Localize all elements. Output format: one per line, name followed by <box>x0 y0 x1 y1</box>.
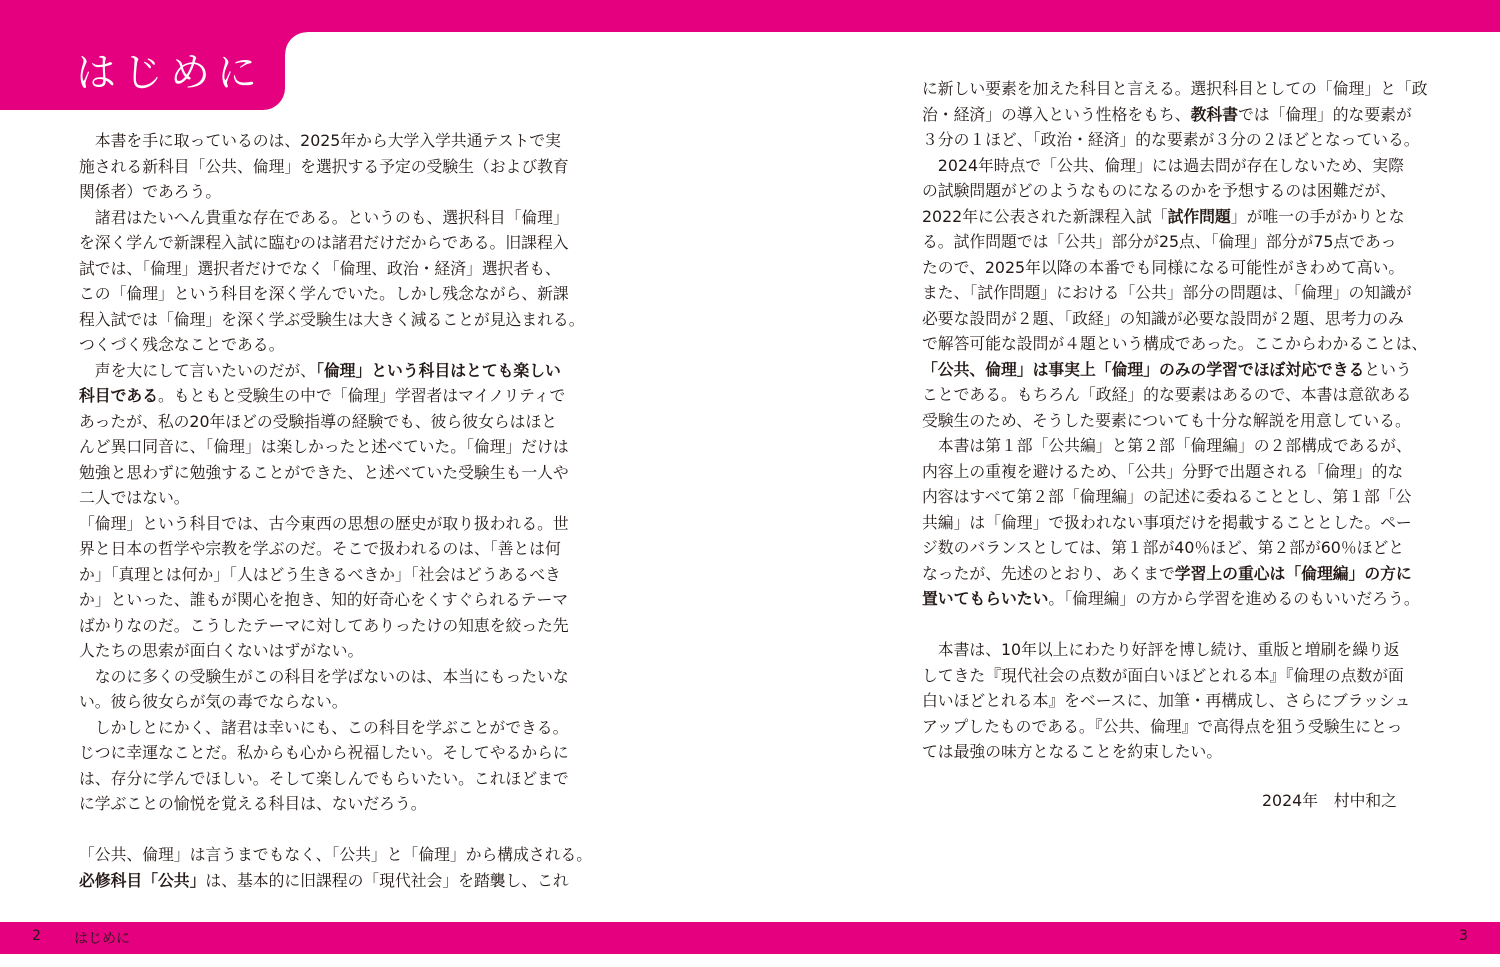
body-text: 程入試では「倫理」を深く学ぶ受験生は大きく減ることが見込まれる。 <box>79 309 585 329</box>
text-line <box>922 127 1434 153</box>
body-text: してきた『現代社会の点数が面白いほどとれる本』『倫理の点数が面 <box>922 665 1404 685</box>
body-text: は、存分に学んでほしい。そして楽しんでもらいたい。これほどまで <box>79 768 569 788</box>
text-line <box>79 383 591 409</box>
body-text: 」が唯一の手がかりとな <box>1230 206 1405 226</box>
text-line <box>79 791 591 817</box>
body-text: この「倫理」という科目を深く学んでいた。しかし残念ながら、新課 <box>79 284 569 303</box>
body-text: んど異口同音に、「倫理」は楽しかったと述べていた。「倫理」だけは <box>79 437 569 456</box>
body-text: 声を大にして言いたいのだが、 <box>79 360 316 380</box>
body-text: か」「真理とは何か」「人はどう生きるべきか」「社会はどうあるべき <box>79 564 561 584</box>
text-line <box>79 434 591 460</box>
text-line <box>79 817 591 843</box>
text-line <box>79 740 591 766</box>
text-line <box>922 255 1434 281</box>
right-column-text <box>922 76 1434 765</box>
footer-bar <box>0 922 1500 954</box>
emphasis-text: 必修科目「公共」 <box>79 870 206 890</box>
body-text: という <box>1364 359 1412 379</box>
text-line <box>79 179 591 205</box>
footer-section-title: はじめに <box>74 931 130 947</box>
body-text: で解答可能な設問が４題という構成であった。ここからわかることは、 <box>922 334 1428 353</box>
body-text: 勉強と思わずに勉強することができた、と述べていた受験生も一人や <box>79 462 569 482</box>
emphasis-text: 教科書 <box>1190 104 1238 124</box>
text-line <box>79 689 591 715</box>
body-text: アップしたものである。『公共、倫理』で高得点を狙う受験生にとっ <box>922 716 1403 736</box>
text-line <box>922 178 1434 204</box>
text-line <box>79 664 591 690</box>
text-line <box>79 511 591 537</box>
body-text: では「倫理」的な要素が <box>1237 104 1412 124</box>
body-text: ジ数のバランスとしては、第１部が40％ほど、第２部が60％ほどと <box>922 538 1405 557</box>
body-text: い。彼ら彼女らが気の毒でならない。 <box>79 692 348 711</box>
body-text: たので、2025年以降の本番でも同様になる可能性がきわめて高い。 <box>922 257 1405 277</box>
text-line <box>922 204 1434 230</box>
text-line <box>922 586 1434 612</box>
emphasis-text: 「公共、倫理」は事実上「倫理」のみの学習でほぼ対応できる <box>922 359 1365 379</box>
body-text: ては最強の味方となることを約束したい。 <box>922 742 1223 761</box>
text-line <box>922 663 1434 689</box>
body-text: 。「倫理編」の方から学習を進めるのもいいだろう。 <box>1048 589 1420 608</box>
emphasis-text: 科目である <box>79 386 158 405</box>
body-text: 。もともと受験生の中で「倫理」学習者はマイノリティで <box>158 386 566 405</box>
text-line <box>922 637 1434 663</box>
body-text: しかしとにかく、諸君は幸いにも、この科目を学ぶことができる。 <box>79 717 569 737</box>
text-line <box>922 612 1434 638</box>
text-line <box>922 102 1434 128</box>
text-line <box>79 536 591 562</box>
page-number-right: 3 <box>1459 928 1468 944</box>
text-line <box>79 307 591 333</box>
text-line <box>922 484 1434 510</box>
body-text: 内容はすべて第２部「倫理編」の記述に委ねることとし、第１部「公 <box>922 487 1412 506</box>
body-text: る。試作問題では「公共」部分が25点、「倫理」部分が75点であっ <box>922 232 1397 251</box>
body-text: じつに幸運なことだ。私からも心から祝福したい。そしてやるからに <box>79 743 569 762</box>
body-text: ばかりなのだ。こうしたテーマに対してありったけの知恵を絞った先 <box>79 615 569 635</box>
text-line <box>79 128 591 154</box>
body-text: ことである。もちろん「政経」的な要素はあるので、本書は意欲ある <box>922 385 1412 404</box>
title-tab <box>0 0 285 110</box>
text-line <box>79 205 591 231</box>
body-text: 施される新科目「公共、倫理」を選択する予定の受験生（および教育 <box>79 156 569 176</box>
text-line <box>922 76 1434 102</box>
text-line <box>922 153 1434 179</box>
text-line <box>922 535 1434 561</box>
body-text: つくづく残念なことである。 <box>79 335 285 354</box>
text-line <box>922 561 1434 587</box>
text-line <box>79 460 591 486</box>
text-line <box>79 562 591 588</box>
body-text: 人たちの思索が面白くないはずがない。 <box>79 641 364 660</box>
body-text: 2024年時点で「公共、倫理」には過去問が存在しないため、実際 <box>922 155 1404 175</box>
text-line <box>922 408 1434 434</box>
body-text: 試では、「倫理」選択者だけでなく「倫理、政治・経済」選択者も、 <box>79 258 561 278</box>
body-text: 治・経済」の導入という性格をもち、 <box>922 104 1191 124</box>
text-line <box>922 382 1434 408</box>
body-text: 共編」は「倫理」で扱われない事項だけを掲載することとした。ペー <box>922 512 1412 532</box>
body-text: あったが、私の20年ほどの受験指導の経験でも、彼ら彼女らはほと <box>79 411 558 431</box>
text-line <box>79 256 591 282</box>
body-text: 本書を手に取っているのは、2025年から大学入学共通テストで実 <box>79 131 561 150</box>
text-line <box>922 306 1434 332</box>
body-text: 白いほどとれる本』をベースに、加筆・再構成し、さらにブラッシュ <box>922 691 1411 710</box>
body-text: 受験生のため、そうした要素についても十分な解説を用意している。 <box>922 410 1411 430</box>
body-text: 「公共、倫理」は言うまでもなく、「公共」と「倫理」から構成される。 <box>79 845 593 864</box>
body-text: 「倫理」という科目では、古今東西の思想の歴史が取り扱われる。世 <box>79 513 569 533</box>
body-text: 界と日本の哲学や宗教を学ぶのだ。そこで扱われるのは、「善とは何 <box>79 539 561 558</box>
text-line <box>79 154 591 180</box>
text-line <box>922 688 1434 714</box>
body-text: なったが、先述のとおり、あくまで <box>922 563 1175 583</box>
emphasis-text: 学習上の重心は「倫理編」の方に <box>1174 563 1412 583</box>
body-text: また、「試作問題」における「公共」部分の問題は、「倫理」の知識が <box>922 283 1412 302</box>
text-line <box>922 739 1434 765</box>
body-text: 二人ではない。 <box>79 488 190 507</box>
text-line <box>79 868 591 894</box>
emphasis-text: 「倫理」という科目はとても楽しい <box>315 360 561 380</box>
body-text: 本書は第１部「公共編」と第２部「倫理編」の２部構成であるが、 <box>922 436 1412 455</box>
body-text: 諸君はたいへん貴重な存在である。というのも、選択科目「倫理」 <box>79 207 569 227</box>
text-line <box>922 714 1434 740</box>
text-line <box>79 485 591 511</box>
body-text: を深く学んで新課程入試に臨むのは諸君だけだからである。旧課程入 <box>79 233 569 252</box>
body-text: 2022年に公表された新課程入試「 <box>922 206 1168 226</box>
text-line <box>922 280 1434 306</box>
text-line <box>79 587 591 613</box>
body-text: 関係者）であろう。 <box>79 182 222 201</box>
body-text: ３分の１ほど、「政治・経済」的な要素が３分の２ほどとなっている。 <box>922 130 1420 149</box>
text-line <box>922 357 1434 383</box>
text-line <box>79 638 591 664</box>
body-text: なのに多くの受験生がこの科目を学ばないのは、本当にもったいな <box>79 666 569 686</box>
body-text: 必要な設問が２題、「政経」の知識が必要な設問が２題、思考力のみ <box>922 308 1404 328</box>
text-line <box>922 510 1434 536</box>
text-line <box>922 331 1434 357</box>
text-line <box>79 358 591 384</box>
body-text: に学ぶことの愉悦を覚える科目は、ないだろう。 <box>79 794 427 813</box>
text-line <box>79 332 591 358</box>
emphasis-text: 置いてもらいたい <box>922 589 1049 608</box>
text-line <box>79 715 591 741</box>
text-line <box>79 281 591 307</box>
body-text: か」といった、誰もが関心を抱き、知的好奇心をくすぐられるテーマ <box>79 590 569 609</box>
body-text: 本書は、10年以上にわたり好評を博し続け、重版と増刷を繰り返 <box>922 640 1400 659</box>
body-text: に新しい要素を加えた科目と言える。選択科目としての「倫理」と「政 <box>922 79 1428 98</box>
left-column-text <box>79 128 591 893</box>
text-line <box>922 229 1434 255</box>
text-line <box>79 230 591 256</box>
emphasis-text: 試作問題 <box>1167 206 1231 226</box>
body-text: 内容上の重複を避けるため、「公共」分野で出題される「倫理」的な <box>922 461 1404 481</box>
page-title: はじめに <box>76 50 264 96</box>
text-line <box>79 766 591 792</box>
text-line <box>922 433 1434 459</box>
body-text: の試験問題がどのようなものになるのかを予想するのは困難だが、 <box>922 181 1396 200</box>
page-number-left: 2 <box>32 928 41 944</box>
text-line <box>79 842 591 868</box>
text-line <box>922 459 1434 485</box>
body-text: は、基本的に旧課程の「現代社会」を踏襲し、これ <box>205 870 569 890</box>
text-line <box>79 409 591 435</box>
signature: 2024年 村中和之 <box>1262 791 1397 810</box>
text-line <box>79 613 591 639</box>
